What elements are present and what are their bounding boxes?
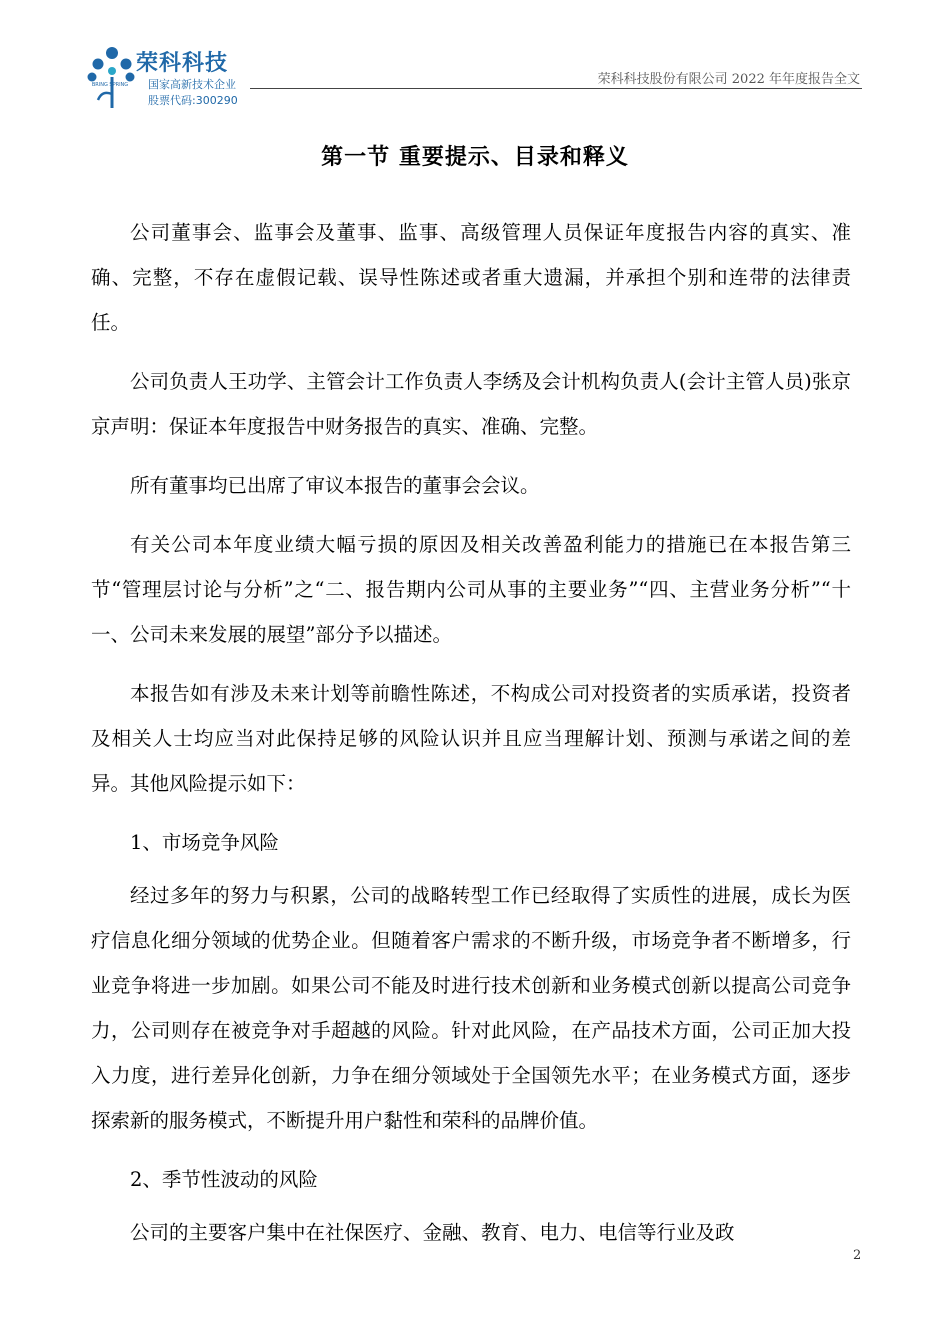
paragraph-forward-looking: 本报告如有涉及未来计划等前瞻性陈述，不构成公司对投资者的实质承诺，投资者及相关人士均应当对此保持足够的风险认识并且应当理解计划、预测与承诺之间的差异。其他风险提示如下： [91, 682, 851, 795]
header-divider [250, 88, 862, 89]
heading-market-risk: 1、市场竞争风险 [130, 831, 279, 854]
company-logo [86, 44, 258, 114]
logo-company-name: 荣科科技 [136, 51, 229, 76]
section-title: 第一节 重要提示、目录和释义 [321, 144, 629, 170]
paragraph-declaration: 公司负责人王功学、主管会计工作负责人李绣及会计机构负责人(会计主管人员)张京京声明：保证本年度报告中财务报告的真实、准确、完整。 [91, 370, 851, 438]
paragraph-market-risk: 经过多年的努力与积累，公司的战略转型工作已经取得了实质性的进展，成长为医疗信息化细分领域的优势企业。但随着客户需求的不断升级，市场竞争者不断增多，行业竞争将进一步加剧。如果公司不能及时进行技术创新和业务模式创新以提高公司竞争力，公司则存在被竞争对手超越的风险。针对此风险，在产品技术方面，公司正加大投入力度，进行差异化创新，力争在细分领域处于全国领先水平；在业务模式方面，逐步探索新的服务模式，不断提升用户黏性和荣科的品牌价值。 [91, 884, 851, 1132]
logo-english-name: BRING SPRING [91, 82, 129, 88]
logo-subtitle: 国家高新技术企业 [148, 78, 236, 91]
paragraph-loss-reason: 有关公司本年度业绩大幅亏损的原因及相关改善盈利能力的措施已在本报告第三节“管理层讨论与分析”之“二、报告期内公司从事的主要业务”“四、主营业务分析”“十一、公司未来发展的展望”部分予以描述。 [91, 533, 851, 646]
report-title: 荣科科技股份有限公司 2022 年年度报告全文 [597, 72, 860, 87]
page-header [0, 0, 950, 120]
page-number: 2 [853, 1248, 862, 1263]
paragraph-attendance: 所有董事均已出席了审议本报告的董事会会议。 [130, 474, 540, 497]
document-body [91, 210, 851, 1269]
paragraph-responsibility: 公司董事会、监事会及董事、监事、高级管理人员保证年度报告内容的真实、准确、完整，不存在虚假记载、误导性陈述或者重大遗漏，并承担个别和连带的法律责任。 [91, 221, 851, 334]
logo-stock-code: 股票代码:300290 [148, 94, 238, 107]
heading-seasonal-risk: 2、季节性波动的风险 [130, 1168, 318, 1191]
flower-logo-icon [86, 44, 136, 110]
paragraph-seasonal-risk: 公司的主要客户集中在社保医疗、金融、教育、电力、电信等行业及政 [130, 1221, 735, 1244]
